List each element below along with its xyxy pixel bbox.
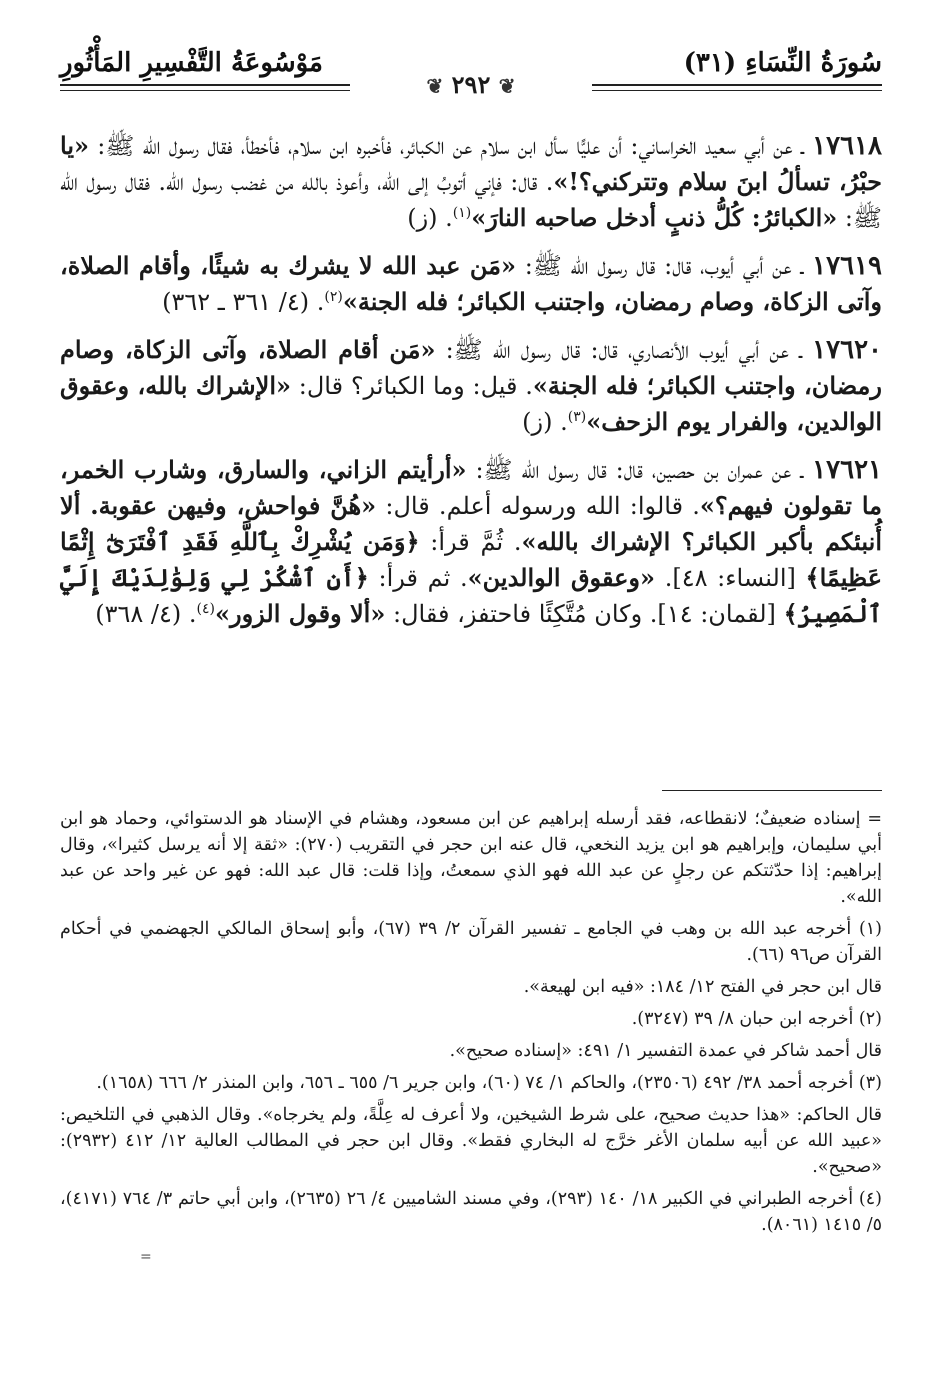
continuation-mark: = — [140, 1249, 152, 1265]
hadith-entry — [60, 248, 882, 320]
hadith-quote: «وعقوق الوالدين» — [467, 563, 656, 592]
hadith-quote: «الكبائرُ: كُلُّ ذنبٍ أدخل صاحبه النارَ» — [471, 203, 838, 232]
header-rule-right-thin — [592, 90, 882, 91]
entry-text: . (٤/ ٣٦٨) — [95, 600, 197, 628]
entry-text: . قالوا: الله ورسوله أعلم. قال: — [376, 492, 700, 520]
footnote-ref: (٣) — [567, 409, 587, 425]
header-rule-left-thin — [60, 90, 350, 91]
entry-text: . قيل: وما الكبائر؟ قال: — [291, 372, 533, 400]
entry-number: ١٧٦١٩ — [812, 251, 882, 281]
hadith-quote: «ألا وقول الزور» — [214, 599, 386, 628]
entry-text: . (ز) — [522, 408, 568, 436]
entry-text: . (ز) — [407, 204, 453, 232]
entry-text: ـ عن أبي أيوب الأنصاري، قال: قال رسول الله ﷺ: — [435, 336, 813, 364]
footnote-separator — [662, 790, 882, 791]
hadith-quote: «مَن أقام الصلاة، وآتى الزكاة، وصام رمضان، واجتنب الكبائر؛ فله الجنة» — [60, 335, 882, 400]
surah-title: سُورَةُ النِّسَاءِ (٣١) — [683, 48, 882, 78]
footnote: (٢) أخرجه ابن حبان ٨/ ٣٩ (٣٢٤٧). — [631, 1009, 882, 1029]
entry-number: ١٧٦٢٠ — [812, 335, 882, 365]
hadith-entry — [60, 452, 882, 632]
page-number: ٢٩٢ — [451, 70, 491, 99]
footnote: (٤) أخرجه الطبراني في الكبير ١٨/ ١٤٠ (٢٩٣)، وفي مسند الشاميين ٤/ ٢٦ (٢٦٣٥)، وابن أبي حاتم ٣/ ٧٦٤ (٤١٧١)، ٥/ ١٤١٥ (٨٠٦١). — [60, 1189, 882, 1235]
footnote: = إسناده ضعيفٌ؛ لانقطاعه، فقد أرسله إبراهيم عن ابن مسعود، وهشام في الإسناد هو الدستوائي، وحماد هو ابن أبي سليمان، وإبراهيم هو ابن يزيد النخعي، قال عنه ابن حجر في التقريب (٢٧٠): «ثقة إلا أنه يرسل كثيرا»، وقال إبراهيم: إذا حدّثتكم عن رجلٍ عن عبد الله فهو الذي سمعتُ، وإذا قلت: قال عبد الله: فهو عن غير واحد عن عبد الله». — [60, 809, 882, 907]
entry-text: . قال: فإني أتوبُ إلى الله، وأعوذ بالله من غضب رسول الله. فقال رسول الله ﷺ: — [60, 168, 882, 232]
footnote-ref: (٢) — [324, 289, 343, 305]
quran-verse: ﴿أَنِ ٱشْكُرْ لِي وَلِوَٰلِدَيْكَ إِلَيَّ ٱلْمَصِيرُ﴾ — [60, 563, 882, 628]
entry-text: ـ عن أبي سعيد الخراساني: أن عليًّا سأل ابن سلام عن الكبائر، فأخبره ابن سلام، فأخطأ، فقال رسول الله ﷺ: — [89, 132, 813, 160]
page-header — [60, 48, 882, 99]
hadith-quote: «الإشراك بالله، وعقوق الوالدين، والفرار يوم الزحف» — [60, 371, 882, 436]
footnotes — [60, 806, 882, 1265]
main-text — [60, 128, 882, 644]
hadith-quote: «أرأيتم الزاني، والسارق، وشارب الخمر، ما تقولون فيهم؟» — [60, 455, 882, 520]
hadith-entry — [60, 128, 882, 236]
ornament-icon: ❦ — [426, 74, 444, 98]
entry-number: ١٧٦٢١ — [812, 455, 882, 485]
entry-text: . (٤/ ٣٦١ ـ ٣٦٢) — [162, 288, 325, 316]
header-rule-right — [592, 84, 882, 86]
footnote: (١) أخرجه عبد الله بن وهب في الجامع ـ تفسير القرآن ٢/ ٣٩ (٦٧)، وأبو إسحاق المالكي الجهضمي في أحكام القرآن ص٩٦ (٦٦). — [60, 919, 882, 965]
entry-text: . ثُمَّ قرأ: — [419, 528, 522, 556]
ornament-icon: ❦ — [498, 74, 516, 98]
footnote: قال ابن حجر في الفتح ١٢/ ١٨٤: «فيه ابن لهيعة». — [523, 977, 882, 997]
footnote-ref: (٤) — [196, 601, 215, 617]
entry-text: ـ عن أبي أيوب، قال: قال رسول الله ﷺ: — [516, 252, 813, 280]
hadith-entry — [60, 332, 882, 440]
hadith-quote: «مَن عبد الله لا يشرك به شيئًا، وأقام الصلاة، وآتى الزكاة، وصام رمضان، واجتنب الكبائر؛ فله الجنة» — [60, 251, 882, 316]
hadith-quote: «يا حبْرُ، تسألُ ابنَ سلام وتتركني؟!» — [60, 131, 883, 196]
book-title: مَوْسُوعَةُ التَّفْسِيرِ المَأْثُورِ — [60, 48, 323, 78]
header-rule-left — [60, 84, 350, 86]
entry-text: [لقمان: ١٤]. وكان مُتَّكِئًا فاحتفز، فقال: — [385, 600, 784, 628]
footnote: (٣) أخرجه أحمد ٣٨/ ٤٩٢ (٢٣٥٠٦)، والحاكم ١/ ٧٤ (٦٠)، وابن جرير ٦/ ٦٥٥ ـ ٦٥٦، وابن المنذر ٢/ ٦٦٦ (١٦٥٨). — [96, 1073, 882, 1093]
hadith-quote: «هُنَّ فواحش، وفيهن عقوبة. ألا أُنبئكم بأكبر الكبائر؟ الإشراك بالله» — [60, 491, 883, 556]
page-number-block — [360, 70, 582, 99]
quran-verse: ﴿وَمَن يُشْرِكْ بِٱللَّهِ فَقَدِ ٱفْتَرَىٰٓ إِثْمًا عَظِيمًا﴾ — [60, 527, 883, 592]
entry-text: . ثم قرأ: — [368, 564, 468, 592]
entry-text: ـ عن عمران بن حصين، قال: قال رسول الله ﷺ: — [466, 456, 813, 484]
entry-number: ١٧٦١٨ — [812, 131, 882, 161]
footnote: قال الحاكم: «هذا حديث صحيح، على شرط الشيخين، ولا أعرف له عِلَّةً، ولم يخرجاه». وقال الذهبي في التلخيص: «عبيد الله عن أبيه سلمان الأغر خرَّج له البخاري فقط». وقال ابن حجر في المطالب العالية ١٢/ ٤١٢ (٢٩٣٢): «صحيح». — [60, 1105, 882, 1177]
entry-text: [النساء: ٤٨]. — [655, 564, 806, 592]
footnote-ref: (١) — [452, 205, 472, 221]
footnote: قال أحمد شاكر في عمدة التفسير ١/ ٤٩١: «إسناده صحيح». — [449, 1041, 882, 1061]
